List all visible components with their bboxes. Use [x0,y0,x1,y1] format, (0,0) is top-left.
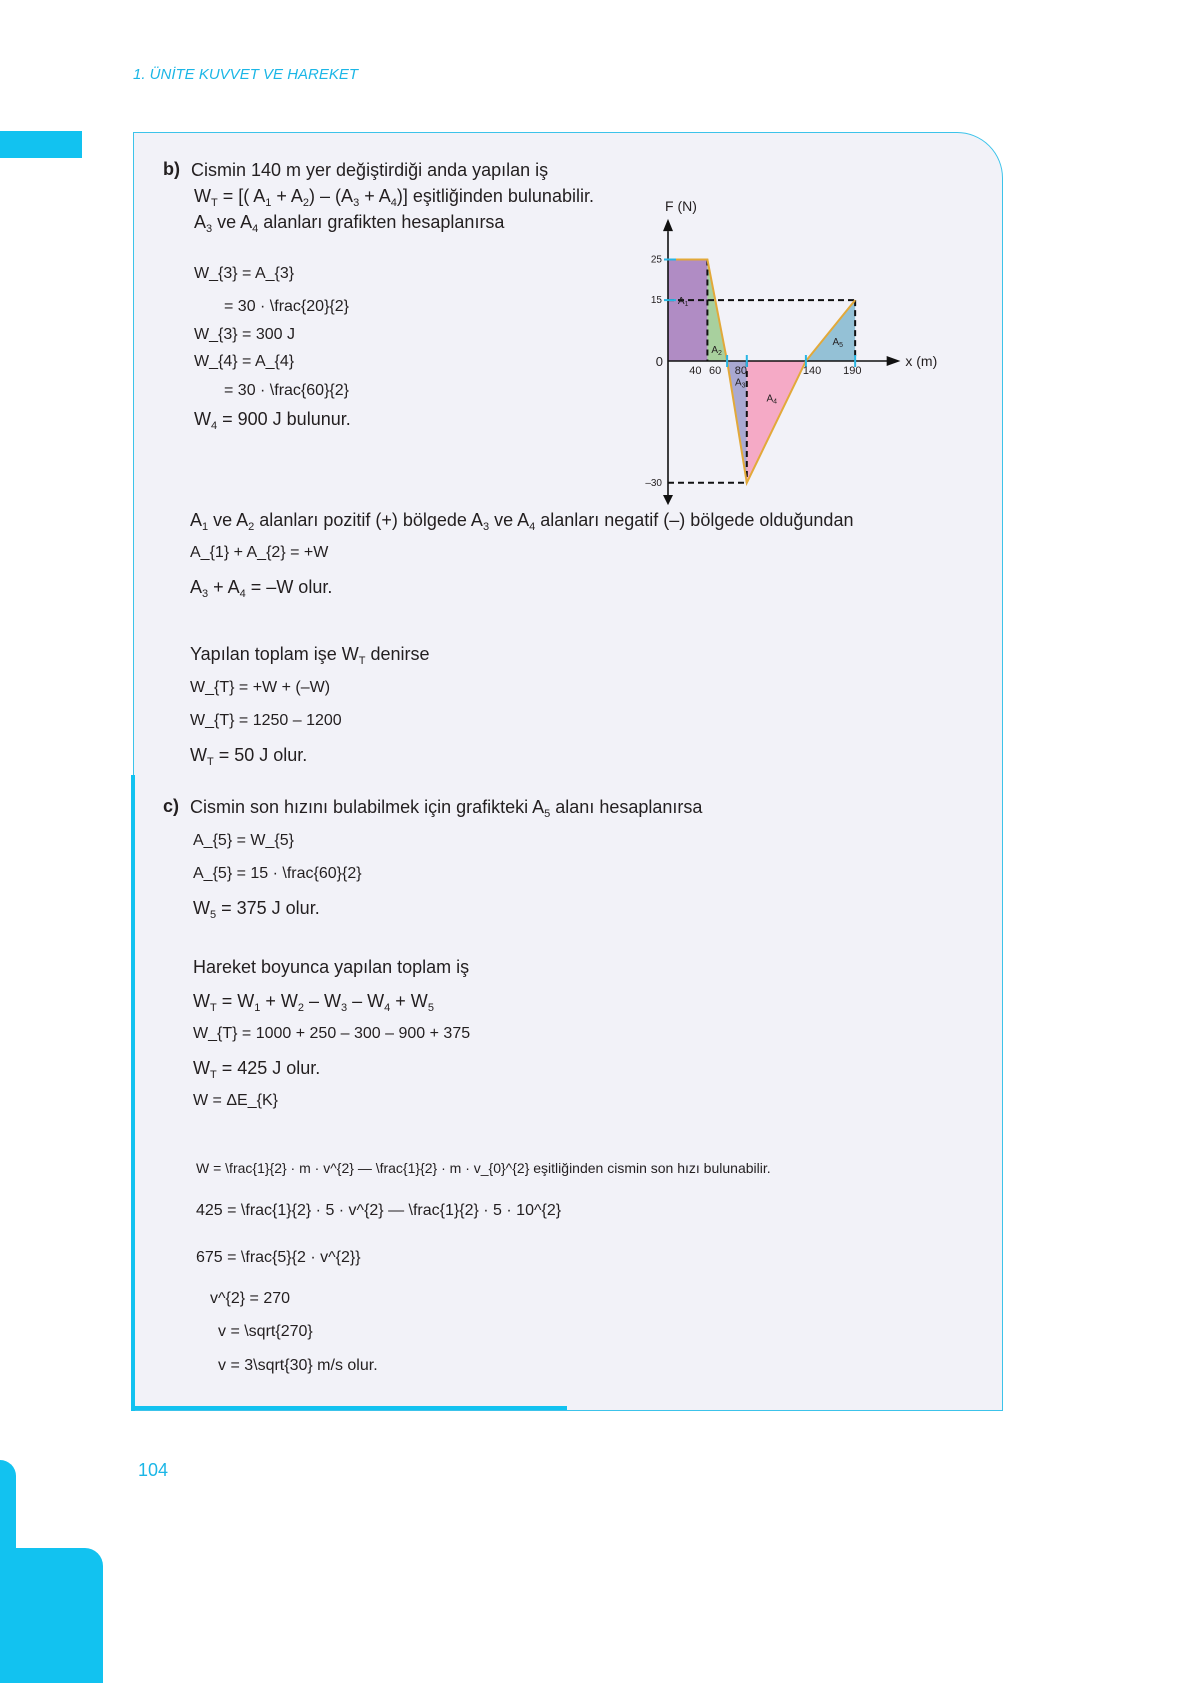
part-b-label: b) [163,159,180,179]
y-axis-arrow-icon [663,495,673,505]
text-line: = 30 · \frac{60}{2} [224,382,349,399]
corner-decoration [0,1548,103,1683]
text-line: $W_T = W_1 + W_2 - W_3 - W_4 + W_5$ [193,991,434,1014]
x-tick-label: 140 [802,365,822,377]
text-line: W = ΔE_{K} [193,1092,278,1109]
text-line: $W_4 = 900$ J bulunur. [194,409,351,432]
left-accent-bar [131,775,135,1411]
page-number: 104 [138,1460,169,1480]
region-A1 [668,260,707,362]
text-line: 675 = \frac{5}{2 · v^{2}} [196,1249,361,1266]
y-tick-label: 0 [655,354,663,369]
text-line: $A_3 + A_4 = -W$ olur. [190,577,333,600]
region-label: $A_4$ [766,393,778,406]
text-line: Yapılan toplam işe $W_T$ denirse [190,644,430,667]
y-axis-label: F (N) [665,200,697,214]
unit-header: 1. ÜNİTE KUVVET VE HAREKET [133,66,359,83]
region-label: $A_1$ [677,296,689,309]
text-line: W_{T} = +W + (–W) [190,679,331,696]
text-line: Hareket boyunca yapılan toplam iş [193,957,470,977]
text-line: $W_T = 425$ J olur. [193,1058,321,1081]
text-line: W_{3} = 300 J [194,326,295,343]
text-line: W_{T} = 1000 + 250 – 300 – 900 + 375 [193,1025,471,1042]
text-line: W = \frac{1}{2} · m · v^{2} — \frac{1}{2} · m · v_{0}^{2} eşitliğinden cismin son hızı bulunabilir. [196,1160,771,1176]
text-line: v = \sqrt{270} [218,1323,313,1340]
force-displacement-graph [620,200,960,510]
x-tick-label: 190 [843,365,862,377]
text-line: v^{2} = 270 [210,1290,291,1307]
text-line: A_{1} + A_{2} = +W [190,544,329,561]
x-axis-label: x (m) [905,353,938,369]
text-line: A_{5} = 15 · \frac{60}{2} [193,865,362,882]
text-line: $W_T = 50$ J olur. [190,745,308,768]
text-line: $A_1$ ve $A_2$ alanları pozitif (+) bölgede $A_3$ ve $A_4$ alanları negatif (–) bölgede olduğundan [190,510,854,533]
region-label: $A_3$ [734,377,746,390]
x-axis-arrow-icon [887,356,901,366]
text-line: W_{4} = A_{4} [194,353,295,370]
y-tick-label: 25 [650,254,662,266]
region-label: $A_2$ [711,344,722,357]
side-tab [0,131,82,158]
text-line: $W_5 = 375$ J olur. [193,898,320,921]
x-tick-label: 60 [708,365,722,377]
text-line: Cismin 140 m yer değiştirdiği anda yapılan iş [191,160,549,180]
text-line: v = 3\sqrt{30} m/s olur. [218,1357,378,1374]
y-tick-label: –30 [645,477,662,489]
x-tick-label: 40 [689,365,702,377]
y-axis-arrow-icon [663,219,673,231]
bottom-accent-bar [131,1406,567,1410]
text-line: W_{T} = 1250 – 1200 [190,712,342,729]
text-line: 425 = \frac{1}{2} · 5 · v^{2} — \frac{1}{2} · 5 · 10^{2} [196,1202,562,1219]
text-line: Cismin son hızını bulabilmek için grafikteki $A_5$ alanı hesaplanırsa [190,797,703,820]
text-line: W_{3} = A_{3} [194,265,295,282]
region-label: $A_5$ [832,336,844,349]
part-c-label: c) [163,796,180,816]
text-line: = 30 · \frac{20}{2} [224,298,349,315]
y-tick-label: 15 [650,295,662,307]
text-line: $A_3$ ve $A_4$ alanları grafikten hesaplanırsa [194,212,505,235]
x-tick-label: 80 [734,365,748,377]
text-line: A_{5} = W_{5} [193,832,294,849]
text-line: $W_T$ = [( $A_1 + A_2) - (A_3 + A_4)$] eşitliğinden bulunabilir. [194,186,594,209]
